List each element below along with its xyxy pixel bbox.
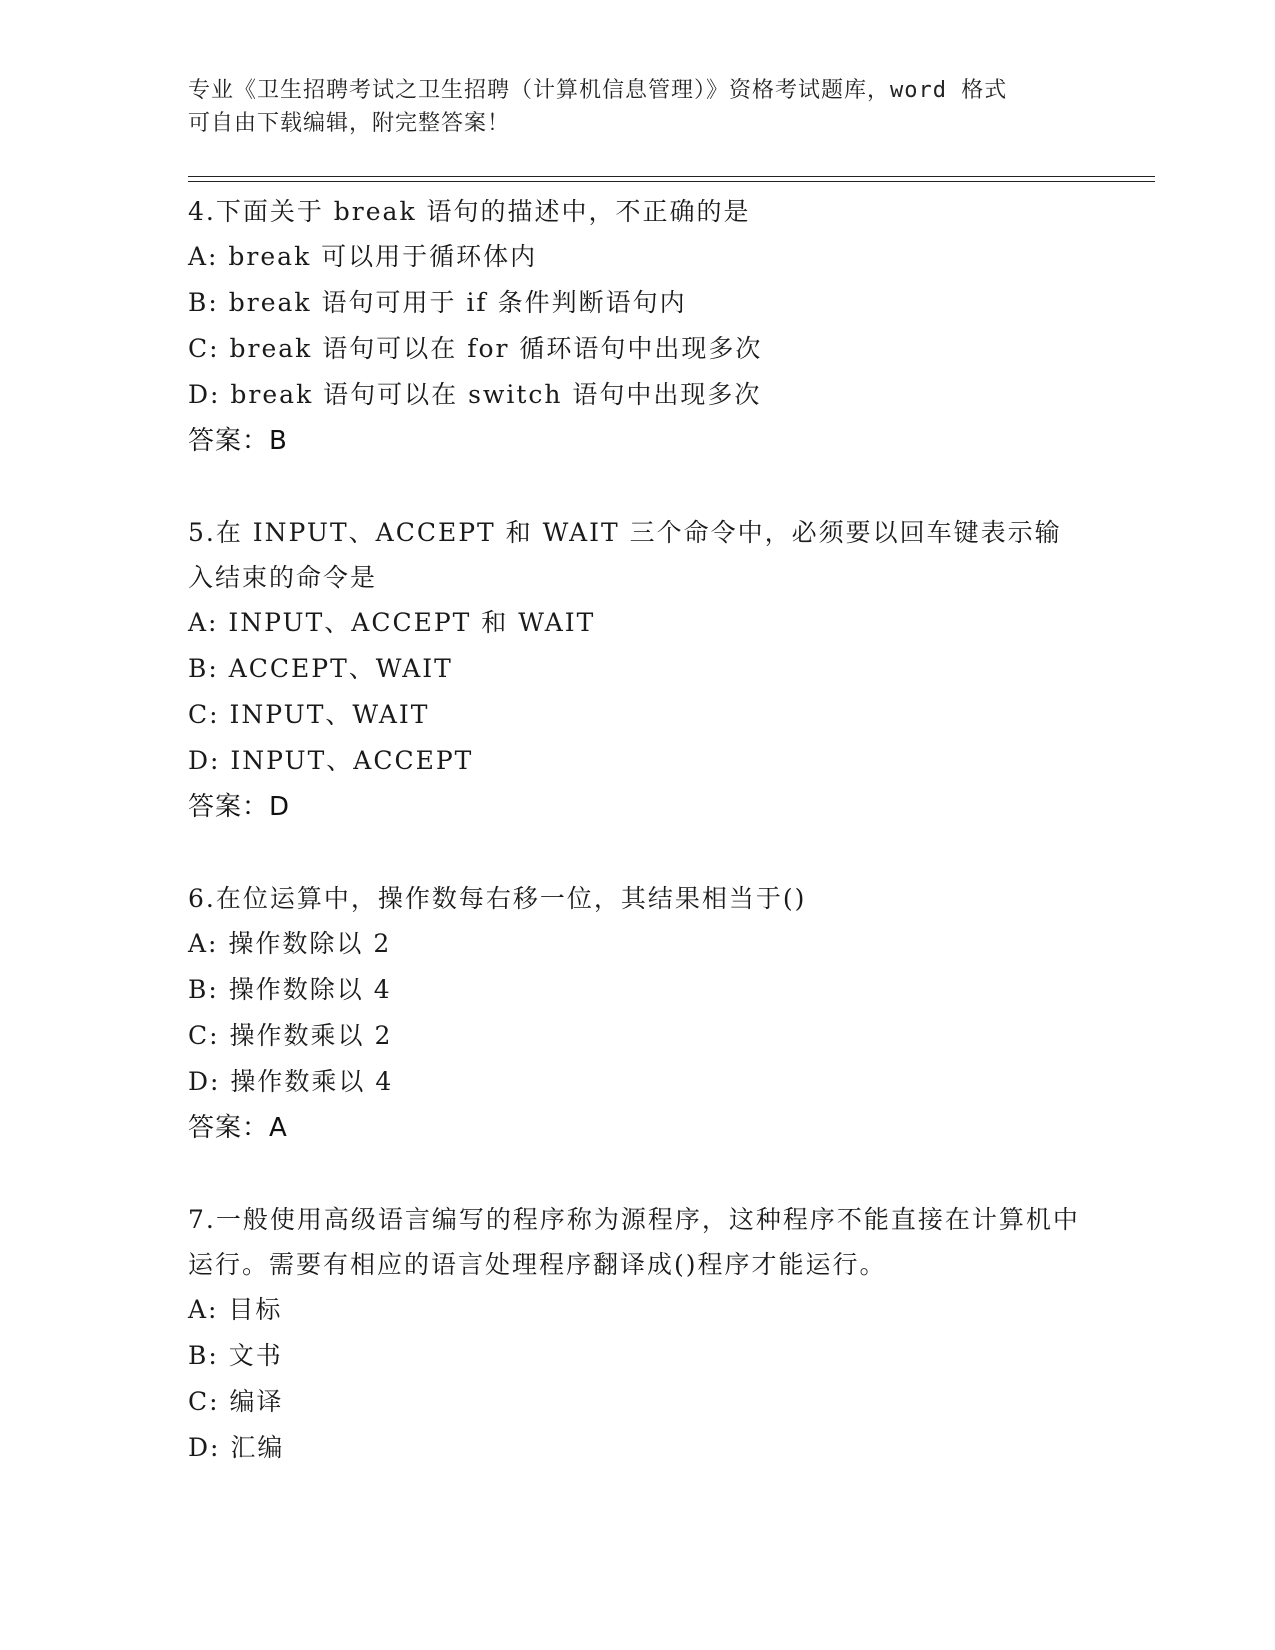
option-d: D: 汇编 xyxy=(188,1433,285,1462)
question-text: 6.在位运算中，操作数每右移一位，其结果相当于() xyxy=(188,884,807,913)
option-c: C: 操作数乘以 2 xyxy=(188,1021,393,1050)
option-d: D: INPUT、ACCEPT xyxy=(188,746,474,775)
option-b: B: break 语句可用于 if 条件判断语句内 xyxy=(188,288,687,317)
answer-line: 答案：B xyxy=(188,426,288,456)
question-text: 5.在 INPUT、ACCEPT 和 WAIT 三个命令中，必须要以回车键表示输入结束的命令是 xyxy=(188,518,1062,592)
option-c: C: 编译 xyxy=(188,1387,284,1416)
question-5 xyxy=(188,510,1088,830)
header-line-2: 可自由下载编辑，附完整答案！ xyxy=(188,111,511,136)
question-text: 7.一般使用高级语言编写的程序称为源程序，这种程序不能直接在计算机中运行。需要有相应的语言处理程序翻译成()程序才能运行。 xyxy=(188,1205,1080,1279)
option-a: A: 操作数除以 2 xyxy=(188,929,392,958)
question-7 xyxy=(188,1197,1088,1471)
question-4 xyxy=(188,189,1088,464)
header-line-1: 专业《卫生招聘考试之卫生招聘（计算机信息管理）》资格考试题库，word 格式 xyxy=(188,78,1008,103)
answer-line: 答案：A xyxy=(188,1113,288,1143)
option-c: C: break 语句可以在 for 循环语句中出现多次 xyxy=(188,334,763,363)
option-b: B: 文书 xyxy=(188,1341,283,1370)
option-a: A: break 可以用于循环体内 xyxy=(188,242,538,271)
option-b: B: 操作数除以 4 xyxy=(188,975,392,1004)
question-6 xyxy=(188,876,1088,1151)
option-d: D: break 语句可以在 switch 语句中出现多次 xyxy=(188,380,762,409)
question-text: 4.下面关于 break 语句的描述中，不正确的是 xyxy=(188,197,751,226)
option-c: C: INPUT、WAIT xyxy=(188,700,430,729)
header-divider-bottom xyxy=(188,181,1155,182)
option-a: A: 目标 xyxy=(188,1295,283,1324)
question-list xyxy=(188,189,1088,1517)
option-a: A: INPUT、ACCEPT 和 WAIT xyxy=(188,608,596,637)
option-b: B: ACCEPT、WAIT xyxy=(188,654,453,683)
header-divider-top xyxy=(188,176,1155,177)
document-header xyxy=(188,74,1088,140)
answer-line: 答案：D xyxy=(188,792,291,822)
option-d: D: 操作数乘以 4 xyxy=(188,1067,394,1096)
